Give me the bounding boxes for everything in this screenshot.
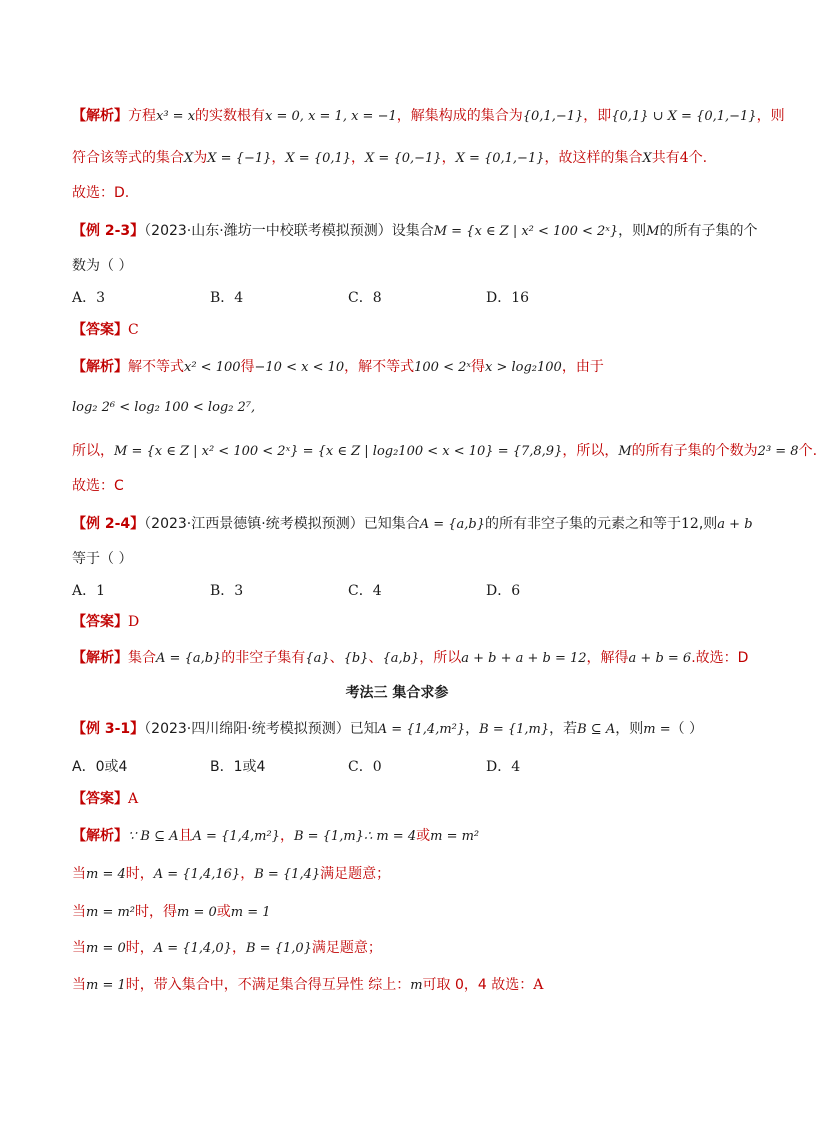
example-2-4-analysis: 【解析】集合A = {a,b}的非空子集有{a}、{b}、{a,b}，所以a + b + a + b = 12，解得a + b = 6.故选：D (72, 650, 749, 666)
example-2-4-question: 【例 2-4】（2023·江西景德镇·统考模拟预测）已知集合A = {a,b}的所有非空子集的元素之和等于12,则a + b (72, 516, 753, 532)
option-a: A．1 (72, 583, 106, 599)
option-d: D．16 (486, 290, 530, 306)
option-d: D．6 (486, 583, 521, 599)
analysis-line-1: 【解析】方程x³ = x的实数根有x = 0, x = 1, x = −1，解集构成的集合为{0,1,−1}，即{0,1} ∪ X = {0,1,−1}，则 (72, 108, 785, 124)
option-d: D．4 (486, 759, 521, 775)
example-2-3-analysis-1: 【解析】解不等式x² < 100得−10 < x < 10，解不等式100 < 2ˣ得x > log₂100，由于 (72, 359, 604, 375)
option-a: A．3 (72, 290, 106, 306)
analysis-line-2: 符合该等式的集合X为X = {−1}，X = {0,1}，X = {0,−1}，X = {0,1,−1}，故这样的集合X共有4个. (72, 150, 708, 166)
example-3-1-analysis-1: 【解析】∵ B ⊆ A且A = {1,4,m²}，B = {1,m}∴ m = 4或m = m² (72, 828, 480, 844)
option-b: B．1或4 (210, 759, 266, 775)
example-2-3-choice: 故选：C (72, 478, 124, 494)
analysis-tag: 【解析】 (72, 108, 128, 124)
example-2-3-analysis-2: log₂ 2⁶ < log₂ 100 < log₂ 2⁷, (72, 400, 256, 415)
example-2-4-question-cont: 等于（ ） (72, 551, 133, 567)
example-2-3-answer: 【答案】C (72, 322, 139, 338)
option-b: B．3 (210, 583, 244, 599)
example-2-3-analysis-3: 所以，M = {x ∈ Z | x² < 100 < 2ˣ} = {x ∈ Z | log₂100 < x < 10} = {7,8,9}，所以，M的所有子集的个数为2³ = 8个. (72, 443, 817, 459)
option-b: B．4 (210, 290, 244, 306)
option-c: C．0 (348, 759, 382, 775)
option-c: C．4 (348, 583, 382, 599)
example-2-3-question-cont: 数为（ ） (72, 258, 133, 274)
option-c: C．8 (348, 290, 382, 306)
example-3-1-answer: 【答案】A (72, 791, 139, 807)
example-2-3-question: 【例 2-3】（2023·山东·潍坊一中校联考模拟预测）设集合M = {x ∈ Z | x² < 100 < 2ˣ}，则M的所有子集的个 (72, 223, 758, 239)
example-2-4-answer: 【答案】D (72, 614, 140, 630)
example-3-1-analysis-5: 当m = 1时，带入集合中，不满足集合得互异性 综上：m可取 0，4 故选：A (72, 977, 544, 993)
option-a: A．0或4 (72, 759, 128, 775)
example-tag: 【例 2-3】 (72, 223, 145, 239)
example-3-1-analysis-3: 当m = m²时，得m = 0或m = 1 (72, 904, 271, 920)
analysis1-choice: 故选：D. (72, 185, 130, 201)
example-3-1-analysis-2: 当m = 4时，A = {1,4,16}，B = {1,4}满足题意； (72, 866, 391, 882)
example-3-1-analysis-4: 当m = 0时，A = {1,4,0}，B = {1,0}满足题意； (72, 940, 382, 956)
example-3-1-question: 【例 3-1】（2023·四川绵阳·统考模拟预测）已知A = {1,4,m²}，B = {1,m}，若B ⊆ A，则m =（ ） (72, 721, 704, 737)
section-heading: 考法三 集合求参 (345, 685, 449, 701)
